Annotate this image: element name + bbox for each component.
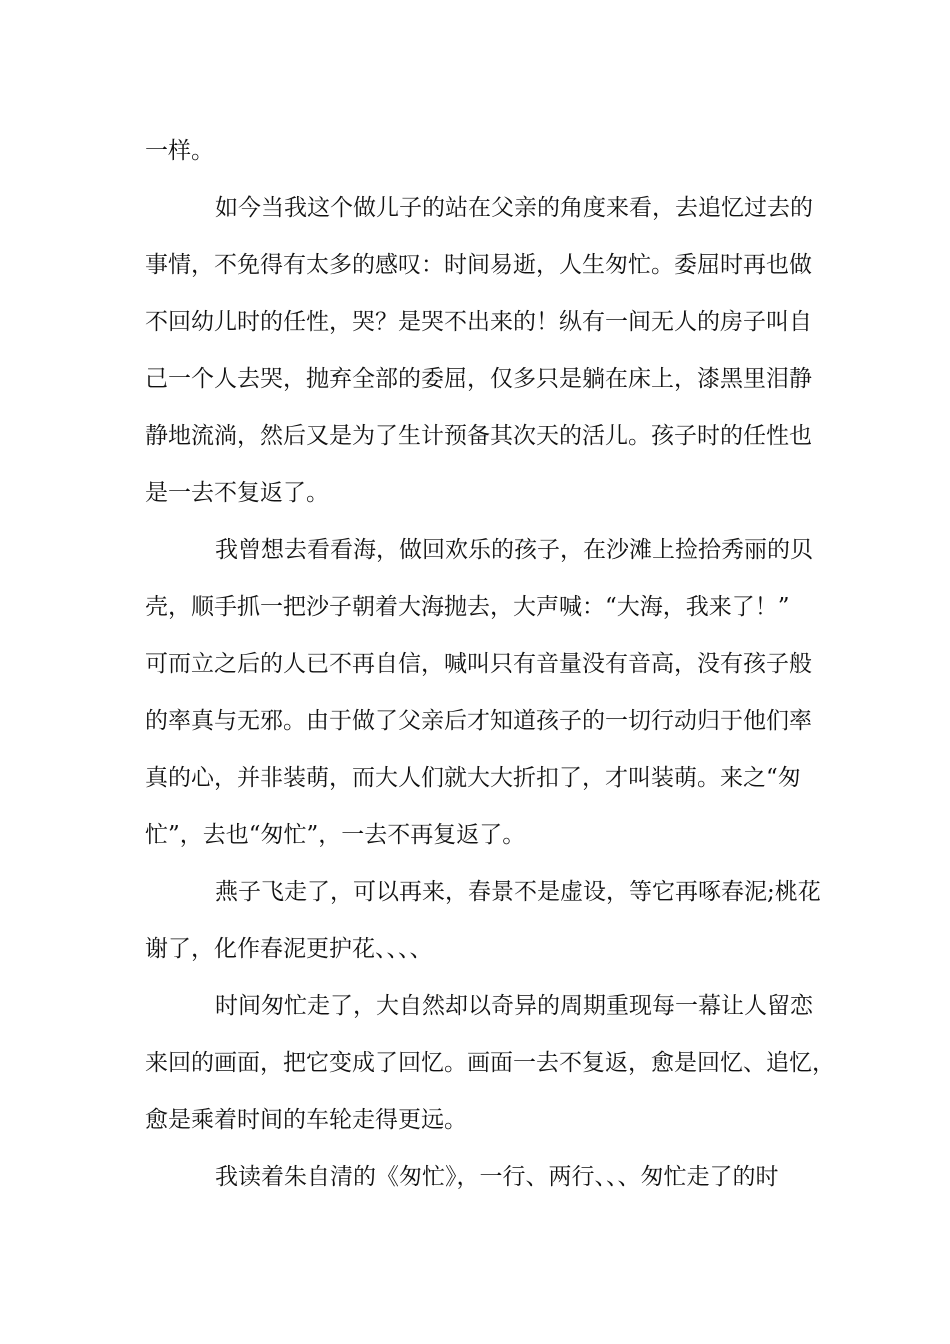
- text-line: 谢了，化作春泥更护花、、、、: [145, 936, 433, 962]
- text-line: 一样。: [145, 138, 214, 164]
- text-line: 不回幼儿时的任性，哭？是哭不出来的！纵有一间无人的房子叫自: [145, 309, 812, 335]
- text-line: 静地流淌，然后又是为了生计预备其次天的活儿。孩子时的任性也: [145, 423, 812, 449]
- text-line: 壳，顺手抓一把沙子朝着大海抛去，大声喊：“大海，我来了！”: [145, 594, 790, 620]
- text-line: 事情，不免得有太多的感叹：时间易逝，人生匆忙。委屈时再也做: [145, 252, 812, 278]
- text-line: 真的心，并非装萌，而大人们就大大折扣了，才叫装萌。来之“匆: [145, 765, 801, 791]
- text-line: 来回的画面，把它变成了回忆。画面一去不复返，愈是回忆、追忆，: [145, 1050, 835, 1076]
- text-line: 忙”，去也“匆忙”，一去不再复返了。: [145, 822, 526, 848]
- text-line: 可而立之后的人已不再自信，喊叫只有音量没有音高，没有孩子般: [145, 651, 812, 677]
- paragraph-first-line: 我曾想去看看海，做回欢乐的孩子，在沙滩上捡拾秀丽的贝: [215, 537, 813, 563]
- text-line: 己一个人去哭，抛弃全部的委屈，仅多只是躺在床上，漆黑里泪静: [145, 366, 812, 392]
- paragraph-first-line: 时间匆忙走了，大自然却以奇异的周期重现每一幕让人留恋: [215, 993, 813, 1019]
- text-line: 是一去不复返了。: [145, 480, 329, 506]
- paragraph-first-line: 燕子飞走了，可以再来，春景不是虚设，等它再啄春泥;桃花: [215, 879, 821, 905]
- text-line: 的率真与无邪。由于做了父亲后才知道孩子的一切行动归于他们率: [145, 708, 812, 734]
- text-line: 愈是乘着时间的车轮走得更远。: [145, 1107, 467, 1133]
- paragraph-first-line: 如今当我这个做儿子的站在父亲的角度来看，去追忆过去的: [215, 195, 813, 221]
- paragraph-first-line: 我读着朱自清的《匆忙》，一行、两行、、、匆忙走了的时: [215, 1164, 779, 1190]
